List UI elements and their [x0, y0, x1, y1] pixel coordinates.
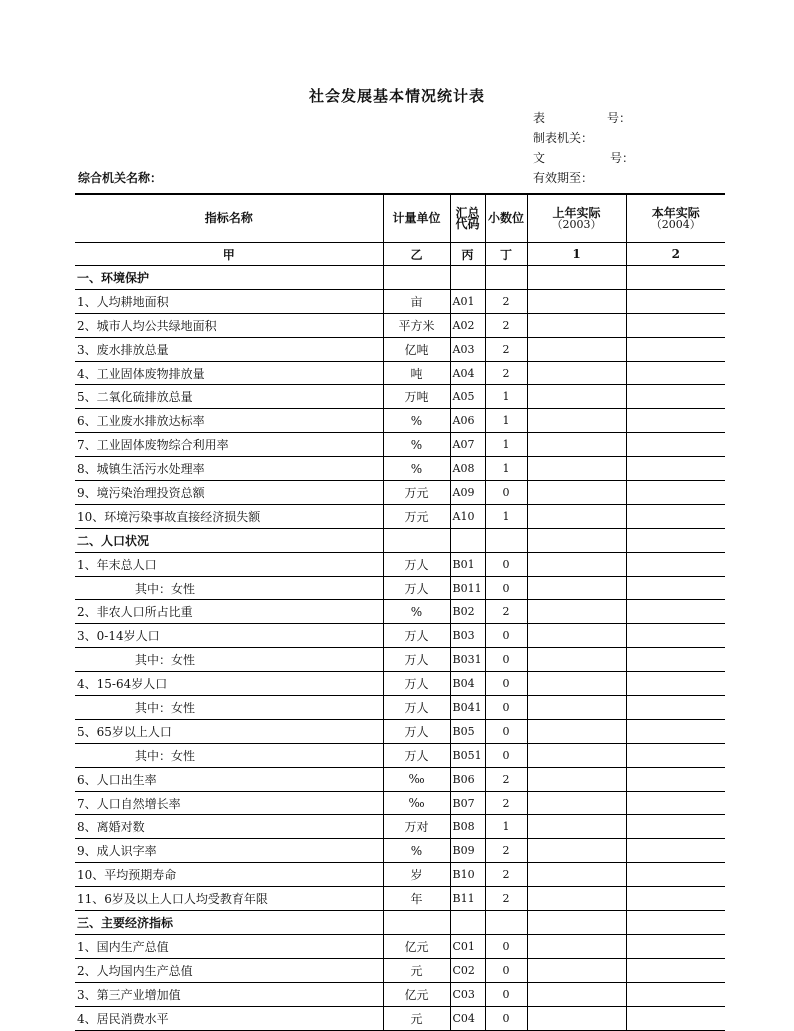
decimals-cell: 0	[485, 719, 527, 743]
code-cell: A02	[450, 313, 485, 337]
prev-year-value-cell[interactable]	[527, 624, 626, 648]
this-year-value-cell[interactable]	[626, 457, 725, 481]
issuing-agency-label: 制表机关：	[533, 131, 594, 145]
indicator-name-cell: 其中：女性	[75, 743, 383, 767]
header-this-year: 本年实际 （2004）	[626, 194, 725, 243]
decimals-cell: 1	[485, 504, 527, 528]
table-row	[75, 791, 725, 815]
prev-year-value-cell[interactable]	[527, 863, 626, 887]
decimals-cell: 2	[485, 313, 527, 337]
this-year-value-cell[interactable]	[626, 337, 725, 361]
subheader-c: 丙	[450, 243, 485, 266]
prev-year-value-cell[interactable]	[527, 385, 626, 409]
header-indicator-name: 指标名称	[75, 194, 383, 243]
decimals-cell: 2	[485, 361, 527, 385]
table-row	[75, 767, 725, 791]
decimals-cell	[485, 911, 527, 935]
unit-cell: 亿元	[383, 982, 450, 1006]
table-number-label: 表 号：	[533, 111, 632, 125]
table-row	[75, 600, 725, 624]
code-cell: B02	[450, 600, 485, 624]
organization-name-label: 综合机关名称：	[78, 171, 163, 185]
table-row	[75, 552, 725, 576]
indicator-name-cell: 9、境污染治理投资总额	[75, 481, 383, 505]
table-row	[75, 624, 725, 648]
indicator-name-cell: 7、人口自然增长率	[75, 791, 383, 815]
subheader-d: 丁	[485, 243, 527, 266]
decimals-cell: 2	[485, 887, 527, 911]
prev-year-value-cell[interactable]	[527, 743, 626, 767]
decimals-cell: 0	[485, 1006, 527, 1030]
prev-year-value-cell[interactable]	[527, 648, 626, 672]
indicator-name-cell: 其中：女性	[75, 648, 383, 672]
this-year-value-cell[interactable]	[626, 648, 725, 672]
this-year-value-cell[interactable]	[626, 672, 725, 696]
subheader-b: 乙	[383, 243, 450, 266]
decimals-cell: 2	[485, 791, 527, 815]
indicator-name-cell: 二、人口状况	[75, 528, 383, 552]
decimals-cell: 2	[485, 839, 527, 863]
code-cell: B05	[450, 719, 485, 743]
prev-year-value-cell[interactable]	[527, 481, 626, 505]
decimals-cell: 0	[485, 958, 527, 982]
unit-cell: 万人	[383, 672, 450, 696]
unit-cell: 万吨	[383, 385, 450, 409]
this-year-value-cell[interactable]	[626, 433, 725, 457]
prev-year-value-cell[interactable]	[527, 982, 626, 1006]
unit-cell: 吨	[383, 361, 450, 385]
unit-cell: %	[383, 409, 450, 433]
indicator-name-cell: 其中：女性	[75, 696, 383, 720]
decimals-cell: 0	[485, 552, 527, 576]
table-row	[75, 696, 725, 720]
unit-cell: 年	[383, 887, 450, 911]
this-year-value-cell[interactable]	[626, 958, 725, 982]
this-year-value-cell[interactable]	[626, 743, 725, 767]
this-year-value-cell[interactable]	[626, 313, 725, 337]
code-cell: B04	[450, 672, 485, 696]
this-year-value-cell[interactable]	[626, 1006, 725, 1030]
this-year-value-cell[interactable]	[626, 289, 725, 313]
code-cell: B07	[450, 791, 485, 815]
table-row	[75, 887, 725, 911]
unit-cell	[383, 911, 450, 935]
decimals-cell: 2	[485, 863, 527, 887]
header-summary-code: 汇总 代码	[450, 194, 485, 243]
section-row	[75, 266, 725, 290]
code-cell: C01	[450, 934, 485, 958]
unit-cell: %	[383, 457, 450, 481]
unit-cell	[383, 266, 450, 290]
prev-year-value-cell[interactable]	[527, 911, 626, 935]
prev-year-value-cell[interactable]	[527, 361, 626, 385]
indicator-name-cell: 3、废水排放总量	[75, 337, 383, 361]
subheader-1: 1	[527, 243, 626, 266]
decimals-cell	[485, 528, 527, 552]
table-row	[75, 337, 725, 361]
unit-cell: 元	[383, 958, 450, 982]
indicator-name-cell: 4、工业固体废物排放量	[75, 361, 383, 385]
this-year-value-cell[interactable]	[626, 934, 725, 958]
code-cell	[450, 266, 485, 290]
code-cell: B03	[450, 624, 485, 648]
table-row	[75, 982, 725, 1006]
unit-cell: 万人	[383, 719, 450, 743]
decimals-cell: 2	[485, 767, 527, 791]
unit-cell: 亿吨	[383, 337, 450, 361]
this-year-value-cell[interactable]	[626, 624, 725, 648]
section-row	[75, 911, 725, 935]
this-year-value-cell[interactable]	[626, 600, 725, 624]
table-row	[75, 433, 725, 457]
decimals-cell: 0	[485, 982, 527, 1006]
table-row	[75, 839, 725, 863]
prev-year-value-cell[interactable]	[527, 266, 626, 290]
table-row	[75, 409, 725, 433]
indicator-name-cell: 3、第三产业增加值	[75, 982, 383, 1006]
decimals-cell: 0	[485, 481, 527, 505]
code-cell: B031	[450, 648, 485, 672]
this-year-value-cell[interactable]	[626, 481, 725, 505]
decimals-cell: 1	[485, 457, 527, 481]
decimals-cell: 0	[485, 624, 527, 648]
code-cell: C03	[450, 982, 485, 1006]
decimals-cell: 1	[485, 385, 527, 409]
prev-year-value-cell[interactable]	[527, 457, 626, 481]
decimals-cell: 1	[485, 409, 527, 433]
decimals-cell: 0	[485, 576, 527, 600]
indicator-name-cell: 10、环境污染事故直接经济损失额	[75, 504, 383, 528]
indicator-name-cell: 1、国内生产总值	[75, 934, 383, 958]
header-unit: 计量单位	[383, 194, 450, 243]
code-cell: B11	[450, 887, 485, 911]
code-cell: A03	[450, 337, 485, 361]
prev-year-value-cell[interactable]	[527, 958, 626, 982]
statistics-table	[75, 193, 725, 1031]
this-year-value-cell[interactable]	[626, 266, 725, 290]
table-row	[75, 815, 725, 839]
indicator-name-cell: 1、人均耕地面积	[75, 289, 383, 313]
decimals-cell: 1	[485, 433, 527, 457]
this-year-value-cell[interactable]	[626, 911, 725, 935]
code-cell: C04	[450, 1006, 485, 1030]
unit-cell: 万人	[383, 552, 450, 576]
prev-year-value-cell[interactable]	[527, 719, 626, 743]
header-prev-year: 上年实际 （2003）	[527, 194, 626, 243]
decimals-cell: 2	[485, 337, 527, 361]
code-cell: A06	[450, 409, 485, 433]
decimals-cell: 0	[485, 934, 527, 958]
indicator-name-cell: 11、6岁及以上人口人均受教育年限	[75, 887, 383, 911]
unit-cell: 万元	[383, 504, 450, 528]
unit-cell: 亿元	[383, 934, 450, 958]
this-year-value-cell[interactable]	[626, 385, 725, 409]
indicator-name-cell: 1、年末总人口	[75, 552, 383, 576]
indicator-name-cell: 9、成人识字率	[75, 839, 383, 863]
unit-cell: 万对	[383, 815, 450, 839]
prev-year-value-cell[interactable]	[527, 1006, 626, 1030]
this-year-value-cell[interactable]	[626, 696, 725, 720]
section-row	[75, 528, 725, 552]
this-year-value-cell[interactable]	[626, 887, 725, 911]
unit-cell: 亩	[383, 289, 450, 313]
decimals-cell: 1	[485, 815, 527, 839]
decimals-cell: 0	[485, 743, 527, 767]
code-cell: B08	[450, 815, 485, 839]
unit-cell: 平方米	[383, 313, 450, 337]
code-cell: A07	[450, 433, 485, 457]
indicator-name-cell: 其中：女性	[75, 576, 383, 600]
indicator-name-cell: 10、平均预期寿命	[75, 863, 383, 887]
decimals-cell	[485, 266, 527, 290]
code-cell	[450, 528, 485, 552]
indicator-name-cell: 4、居民消费水平	[75, 1006, 383, 1030]
prev-year-value-cell[interactable]	[527, 552, 626, 576]
header-decimals: 小数位	[485, 194, 527, 243]
prev-year-value-cell[interactable]	[527, 337, 626, 361]
this-year-value-cell[interactable]	[626, 504, 725, 528]
indicator-name-cell: 5、二氧化硫排放总量	[75, 385, 383, 409]
prev-year-value-cell[interactable]	[527, 767, 626, 791]
unit-cell: 万人	[383, 743, 450, 767]
prev-year-value-cell[interactable]	[527, 815, 626, 839]
this-year-value-cell[interactable]	[626, 863, 725, 887]
indicator-name-cell: 7、工业固体废物综合利用率	[75, 433, 383, 457]
indicator-name-cell: 5、65岁以上人口	[75, 719, 383, 743]
table-row	[75, 648, 725, 672]
subheader-a: 甲	[75, 243, 383, 266]
prev-year-value-cell[interactable]	[527, 600, 626, 624]
indicator-name-cell: 3、0-14岁人口	[75, 624, 383, 648]
code-cell: A09	[450, 481, 485, 505]
prev-year-value-cell[interactable]	[527, 696, 626, 720]
prev-year-value-cell[interactable]	[527, 791, 626, 815]
table-row	[75, 743, 725, 767]
table-row	[75, 481, 725, 505]
code-cell	[450, 911, 485, 935]
this-year-value-cell[interactable]	[626, 839, 725, 863]
valid-until-label: 有效期至：	[533, 171, 594, 185]
table-row	[75, 719, 725, 743]
indicator-name-cell: 8、城镇生活污水处理率	[75, 457, 383, 481]
code-cell: A10	[450, 504, 485, 528]
document-number-label: 文 号：	[533, 151, 635, 165]
decimals-cell: 0	[485, 648, 527, 672]
table-row	[75, 504, 725, 528]
prev-year-value-cell[interactable]	[527, 839, 626, 863]
code-cell: B06	[450, 767, 485, 791]
this-year-value-cell[interactable]	[626, 552, 725, 576]
indicator-name-cell: 8、离婚对数	[75, 815, 383, 839]
indicator-name-cell: 一、环境保护	[75, 266, 383, 290]
prev-year-value-cell[interactable]	[527, 887, 626, 911]
this-year-value-cell[interactable]	[626, 982, 725, 1006]
unit-cell: 万人	[383, 696, 450, 720]
unit-cell: %	[383, 839, 450, 863]
this-year-value-cell[interactable]	[626, 409, 725, 433]
table-row	[75, 576, 725, 600]
prev-year-value-cell[interactable]	[527, 313, 626, 337]
unit-cell: 万人	[383, 624, 450, 648]
prev-year-value-cell[interactable]	[527, 576, 626, 600]
table-row	[75, 1006, 725, 1030]
this-year-value-cell[interactable]	[626, 815, 725, 839]
code-cell: B011	[450, 576, 485, 600]
code-cell: B09	[450, 839, 485, 863]
prev-year-value-cell[interactable]	[527, 289, 626, 313]
prev-year-value-cell[interactable]	[527, 504, 626, 528]
prev-year-value-cell[interactable]	[527, 433, 626, 457]
table-row	[75, 958, 725, 982]
unit-cell: 万元	[383, 481, 450, 505]
code-cell: A08	[450, 457, 485, 481]
unit-cell: 元	[383, 1006, 450, 1030]
code-cell: A05	[450, 385, 485, 409]
prev-year-value-cell[interactable]	[527, 672, 626, 696]
subheader-2: 2	[626, 243, 725, 266]
code-cell: B10	[450, 863, 485, 887]
indicator-name-cell: 2、人均国内生产总值	[75, 958, 383, 982]
unit-cell	[383, 528, 450, 552]
table-row	[75, 385, 725, 409]
decimals-cell: 2	[485, 600, 527, 624]
indicator-name-cell: 4、15-64岁人口	[75, 672, 383, 696]
unit-cell: 万人	[383, 576, 450, 600]
code-cell: B041	[450, 696, 485, 720]
decimals-cell: 0	[485, 672, 527, 696]
indicator-name-cell: 6、人口出生率	[75, 767, 383, 791]
prev-year-value-cell[interactable]	[527, 409, 626, 433]
decimals-cell: 0	[485, 696, 527, 720]
unit-cell: 万人	[383, 648, 450, 672]
indicator-name-cell: 6、工业废水排放达标率	[75, 409, 383, 433]
code-cell: B051	[450, 743, 485, 767]
this-year-value-cell[interactable]	[626, 719, 725, 743]
prev-year-value-cell[interactable]	[527, 528, 626, 552]
code-cell: B01	[450, 552, 485, 576]
this-year-value-cell[interactable]	[626, 576, 725, 600]
table-row	[75, 457, 725, 481]
table-row	[75, 863, 725, 887]
this-year-value-cell[interactable]	[626, 528, 725, 552]
code-cell: C02	[450, 958, 485, 982]
this-year-value-cell[interactable]	[626, 767, 725, 791]
form-title: 社会发展基本情况统计表	[308, 87, 485, 105]
indicator-name-cell: 2、城市人均公共绿地面积	[75, 313, 383, 337]
code-cell: A01	[450, 289, 485, 313]
decimals-cell: 2	[485, 289, 527, 313]
unit-cell: ‰	[383, 791, 450, 815]
table-row	[75, 672, 725, 696]
prev-year-value-cell[interactable]	[527, 934, 626, 958]
this-year-value-cell[interactable]	[626, 791, 725, 815]
this-year-value-cell[interactable]	[626, 361, 725, 385]
table-row	[75, 361, 725, 385]
code-cell: A04	[450, 361, 485, 385]
table-row	[75, 934, 725, 958]
indicator-name-cell: 2、非农人口所占比重	[75, 600, 383, 624]
table-row	[75, 289, 725, 313]
unit-cell: %	[383, 600, 450, 624]
indicator-name-cell: 三、主要经济指标	[75, 911, 383, 935]
table-row	[75, 313, 725, 337]
unit-cell: %	[383, 433, 450, 457]
unit-cell: 岁	[383, 863, 450, 887]
unit-cell: ‰	[383, 767, 450, 791]
